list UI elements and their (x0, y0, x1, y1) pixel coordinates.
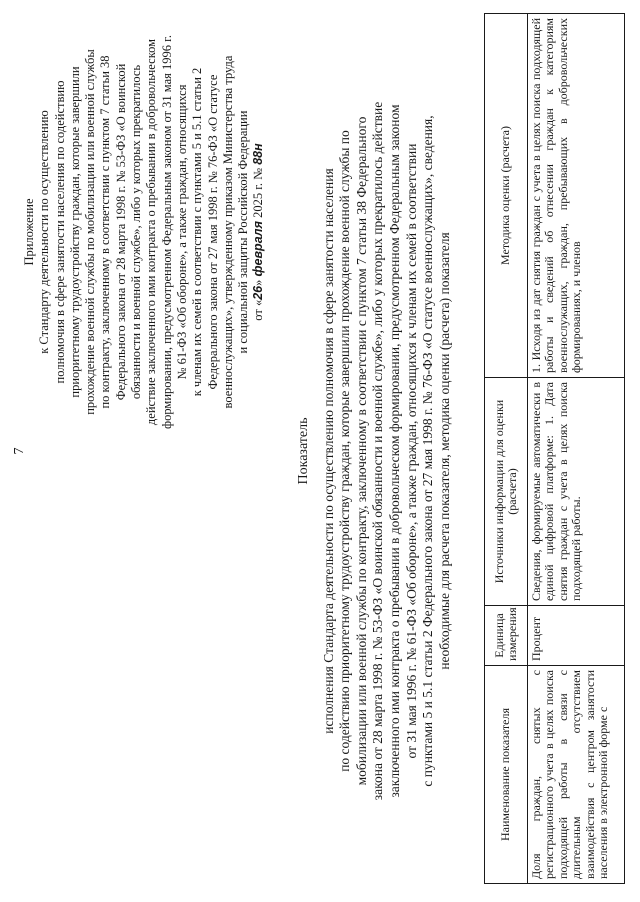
appendix-line: по контракту, заключенному в соответствии с пунктом 7 статьи 38 (98, 55, 113, 409)
title-line: заключенного ими контракта о пребывании в добровольческом формировании, предусмотренном Федеральным законом (386, 104, 402, 798)
date-prefix: от « (251, 299, 266, 321)
appendix-header (22, 22, 267, 442)
table-header-row (485, 14, 528, 884)
appendix-line: и социальной защиты Российской Федерации (236, 110, 251, 354)
header-sources: Источники информации для оценки (расчета) (485, 378, 528, 606)
title-line: по содействию приоритетному трудоустройству граждан, которые завершили прохождение военной службы по (337, 130, 353, 772)
date-year: 2025 г. № (251, 164, 266, 222)
page-number: 7 (12, 447, 27, 455)
cell-sources: Сведения, формируемые автоматически в единой цифровой платформе: 1. Дата снятия граждан с учета в целях поиска подходящей работы. (528, 378, 625, 606)
appendix-line: военнослужащих», утвержденному приказом Министерства труда (220, 55, 235, 409)
appendix-line: к Стандарту деятельности по осуществлению (37, 110, 52, 354)
date-month: февраля (251, 221, 266, 277)
title-line: мобилизации или военной службы по контракту, заключенному в соответствии с пунктом 7 статьи 38 Федерального (353, 116, 369, 786)
table-row (528, 14, 625, 884)
title-heading: Показатель (296, 417, 311, 485)
appendix-line: обязанности и военной службе», либо у которых прекратилось (129, 64, 144, 400)
title-line: исполнения Стандарта деятельности по осуществлению полномочия в сфере занятости населения (320, 168, 336, 734)
header-unit: Единица измерения (485, 606, 528, 666)
title-line: необходимые для расчета показателя, методика оценки (расчета) показателя (436, 232, 452, 670)
appendix-line: к членам их семей в соответствии с пунктами 5 и 5.1 статьи 2 (190, 67, 205, 397)
cell-indicator-name: Доля граждан, снятых с регистрационного учета в целях поиска подходящей работы в связи с длительным отсутствием взаимодействия с центром занятости населения в электронной форме с (528, 666, 625, 884)
header-indicator-name: Наименование показателя (485, 666, 528, 884)
cell-method: 1. Исходя из дат снятия граждан с учета в целях поиска подходящей работы и сведений об отнесении граждан к категориям военнослужащих, граждан, пребывающих в добровольческих формированиях, и членов (528, 14, 625, 378)
appendix-line: приоритетному трудоустройству граждан, которые завершили (67, 66, 82, 398)
date-day: 26 (251, 285, 266, 300)
indicator-title (296, 30, 453, 872)
appendix-line: прохождение военной службы по мобилизации или военной службы (83, 49, 98, 415)
title-line: с пунктами 5 и 5.1 статьи 2 Федерального закона от 27 мая 1998 г. № 76-ФЗ «О статусе военнослужащих», сведения, (420, 115, 436, 787)
appendix-line: полномочия в сфере занятости населения по содействию (52, 80, 67, 384)
appendix-line: Федерального закона от 28 марта 1998 г. № 53-ФЗ «О воинской (113, 63, 128, 401)
appendix-line: формировании, предусмотренном Федеральным законом от 31 мая 1996 г. (159, 35, 174, 429)
appendix-date-line (251, 22, 266, 442)
header-method: Методика оценки (расчета) (485, 14, 528, 378)
title-line: от 31 мая 1996 г. № 61-ФЗ «Об обороне», а также граждан, относящихся к членам их семей в соответствии (403, 143, 419, 759)
cell-unit: Процент (528, 606, 625, 666)
date-mid: » (251, 276, 266, 286)
appendix-line: № 61-ФЗ «Об обороне», а также граждан, относящихся (174, 84, 189, 380)
appendix-line: Федерального закона от 27 мая 1998 г. № 76-ФЗ «О статусе (205, 74, 220, 390)
title-line: закона от 28 марта 1998 г. № 53-ФЗ «О воинской обязанности и военной службе», либо у которых прекратилось действие (370, 101, 386, 801)
appendix-line: Приложение (22, 198, 36, 266)
order-number: 88н (251, 143, 266, 165)
appendix-line: действие заключенного ими контракта о пребывании в добровольческом (144, 38, 159, 426)
indicator-table (484, 13, 625, 884)
